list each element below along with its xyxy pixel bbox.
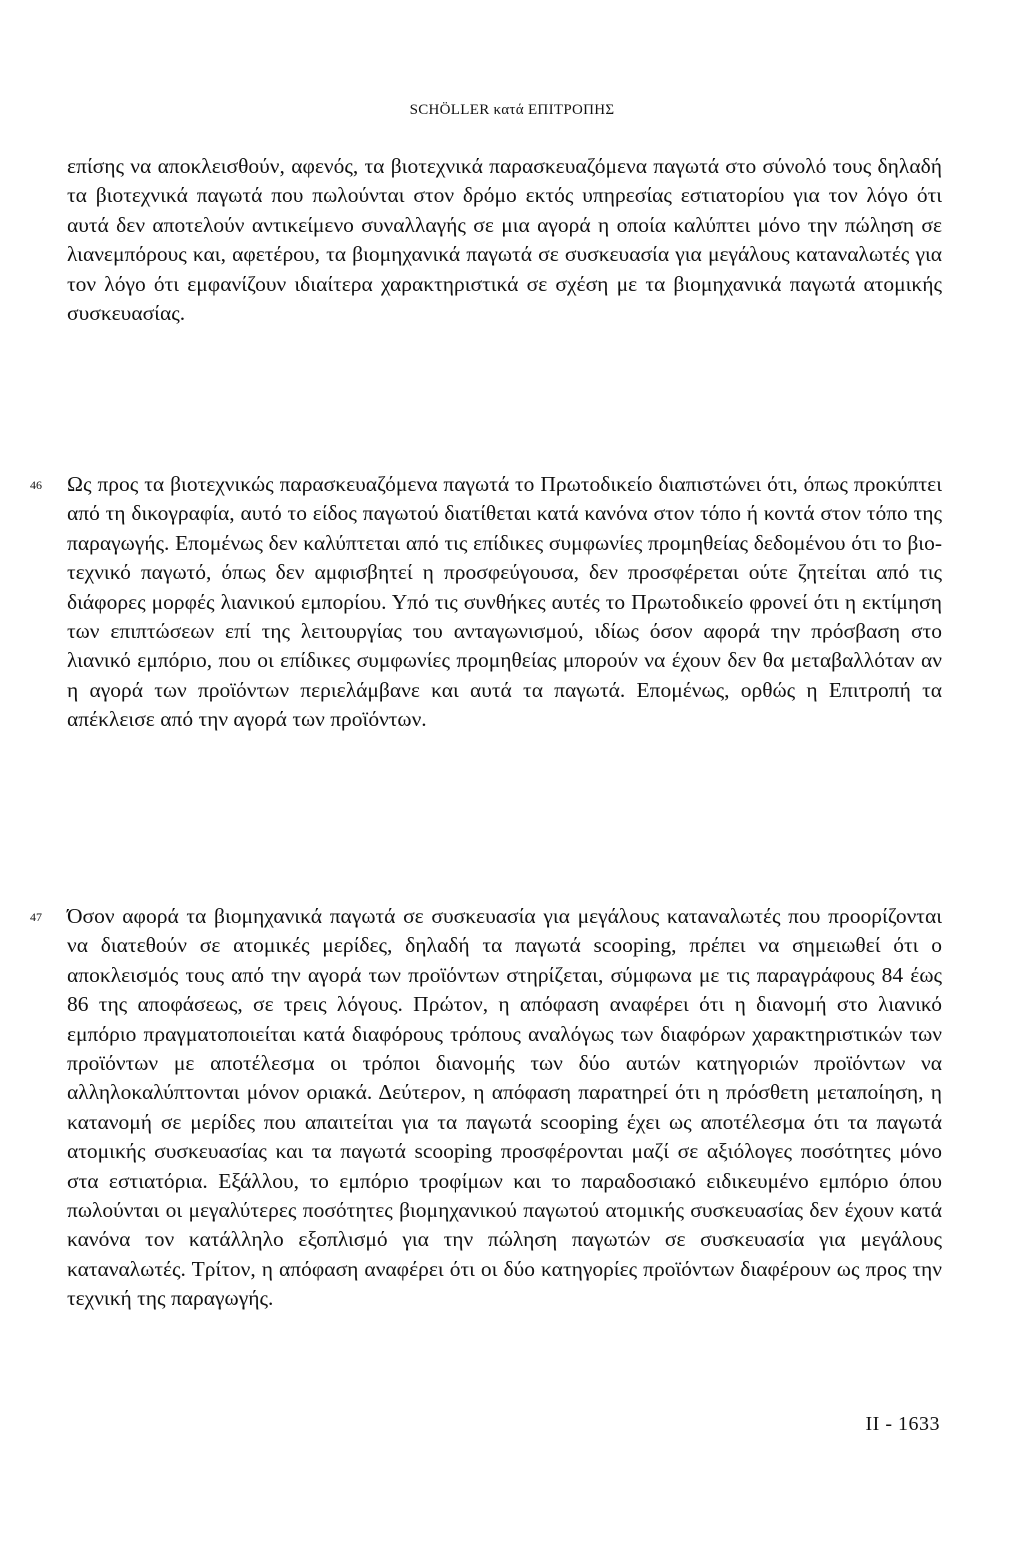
page-number: II - 1633 bbox=[865, 1413, 940, 1435]
paragraph-number-47: 47 bbox=[30, 910, 42, 924]
paragraph-46: Ως προς τα βιοτεχνικώς παρασκευαζόμενα παγωτά το Πρωτοδικείο διαπιστώνει ότι, όπως προκύπτει από τη δικογραφία, αυτό το είδος παγωτού διατίθεται κατά κανόνα στον τόπο ή κοντά στον τόπο της παραγωγής. Επομένως δεν καλύπτεται από τις επίδικες συμφωνίες προμηθείας δεδομένου ότι το βιοτεχνικό παγωτό, όπως δεν αμφισβητεί η προσφεύγουσα, δεν προσφέρεται ούτε ζητείται από τις διάφορες μορφές λιανικού εμπορίου. Υπό τις συνθήκες αυτές το Πρωτοδικείο φρονεί ότι η εκτίμηση των επιπτώσεων επί της λειτουργίας του ανταγωνισμού, ιδίως όσον αφορά την πρόσβαση στο λιανικό εμπόριο, που οι επίδικες συμφωνίες προμηθείας μπορούν να έχουν δεν θα μεταβαλλόταν αν η αγορά των προϊόντων περιελάμβανε και αυτά τα παγωτά. Επομένως, ορθώς η Επιτροπή τα απέκλεισε από την αγορά των προϊόντων. bbox=[67, 472, 942, 732]
paragraph-47: Όσον αφορά τα βιομηχανικά παγωτά σε συσκευασία για μεγάλους καταναλωτές που προορίζονται να διατεθούν σε ατομικές μερίδες, δηλαδή τα παγωτά scooping, πρέπει να σημειωθεί ότι ο αποκλεισμός τους από την αγορά των προϊόντων στηρίζεται, σύμφωνα με τις παραγράφους 84 έως 86 της αποφάσεως, σε τρεις λόγους. Πρώτον, η απόφαση αναφέρει ότι η διανομή στο λιανικό εμπόριο πραγματοποιείται κατά διαφόρους τρόπους αναλόγως των διαφόρων χαρακτηριστικών των προϊόντων με αποτέλεσμα οι τρόποι διανομής των δύο αυτών κατηγοριών προϊόντων να αλληλοκαλύπτονται μόνον οριακά. Δεύτερον, η απόφαση παρατηρεί ότι η πρόσθετη μεταποίηση, η κατανομή σε μερίδες που απαιτείται για τα παγωτά scooping έχει ως αποτέλεσμα ότι τα παγωτά ατομικής συσκευασίας και τα παγωτά scooping προσφέρονται μαζί σε αξιόλογες ποσότητες μόνο στα εστιατόρια. Εξάλλου, το εμπόριο τροφίμων και το παραδοσιακό ειδικευμένο εμπόριο όπου πωλούνται οι μεγαλύτερες ποσότητες βιομηχανικού παγωτού ατομικής συσκευασίας δεν έχουν κατά κανόνα τον κατάλληλο εξοπλισμό για την πώληση παγωτών σε συσκευασία για μεγάλους καταναλωτές. Τρίτον, η απόφαση αναφέρει ότι οι δύο κατηγορίες προϊόντων διαφέρουν ως προς την τεχνική της παραγωγής. bbox=[67, 904, 942, 1311]
paragraph-number-46: 46 bbox=[30, 478, 42, 492]
running-header: SCHÖLLER κατά ΕΠΙΤΡΟΠΗΣ bbox=[409, 102, 615, 118]
paragraph-continuation: επίσης να αποκλεισθούν, αφενός, τα βιοτεχνικά παρασκευαζόμενα παγωτά στο σύνολό τους δηλαδή τα βιοτεχνικά παγωτά που πωλούνται στον δρόμο εκτός υπηρεσίας εστιατορίου για τον λόγο ότι αυτά δεν αποτελούν αντικείμενο συναλλαγής σε μια αγορά η οποία καλύπτει μόνο την πώληση σε λιανεμπόρους και, αφετέρου, τα βιομηχανικά παγωτά σε συσκευασία για μεγάλους καταναλωτές για τον λόγο ότι εμφανίζουν ιδιαίτερα χαρακτηριστικά σε σχέση με τα βιομηχανικά παγωτά ατομικής συσκευασίας. bbox=[67, 154, 942, 326]
